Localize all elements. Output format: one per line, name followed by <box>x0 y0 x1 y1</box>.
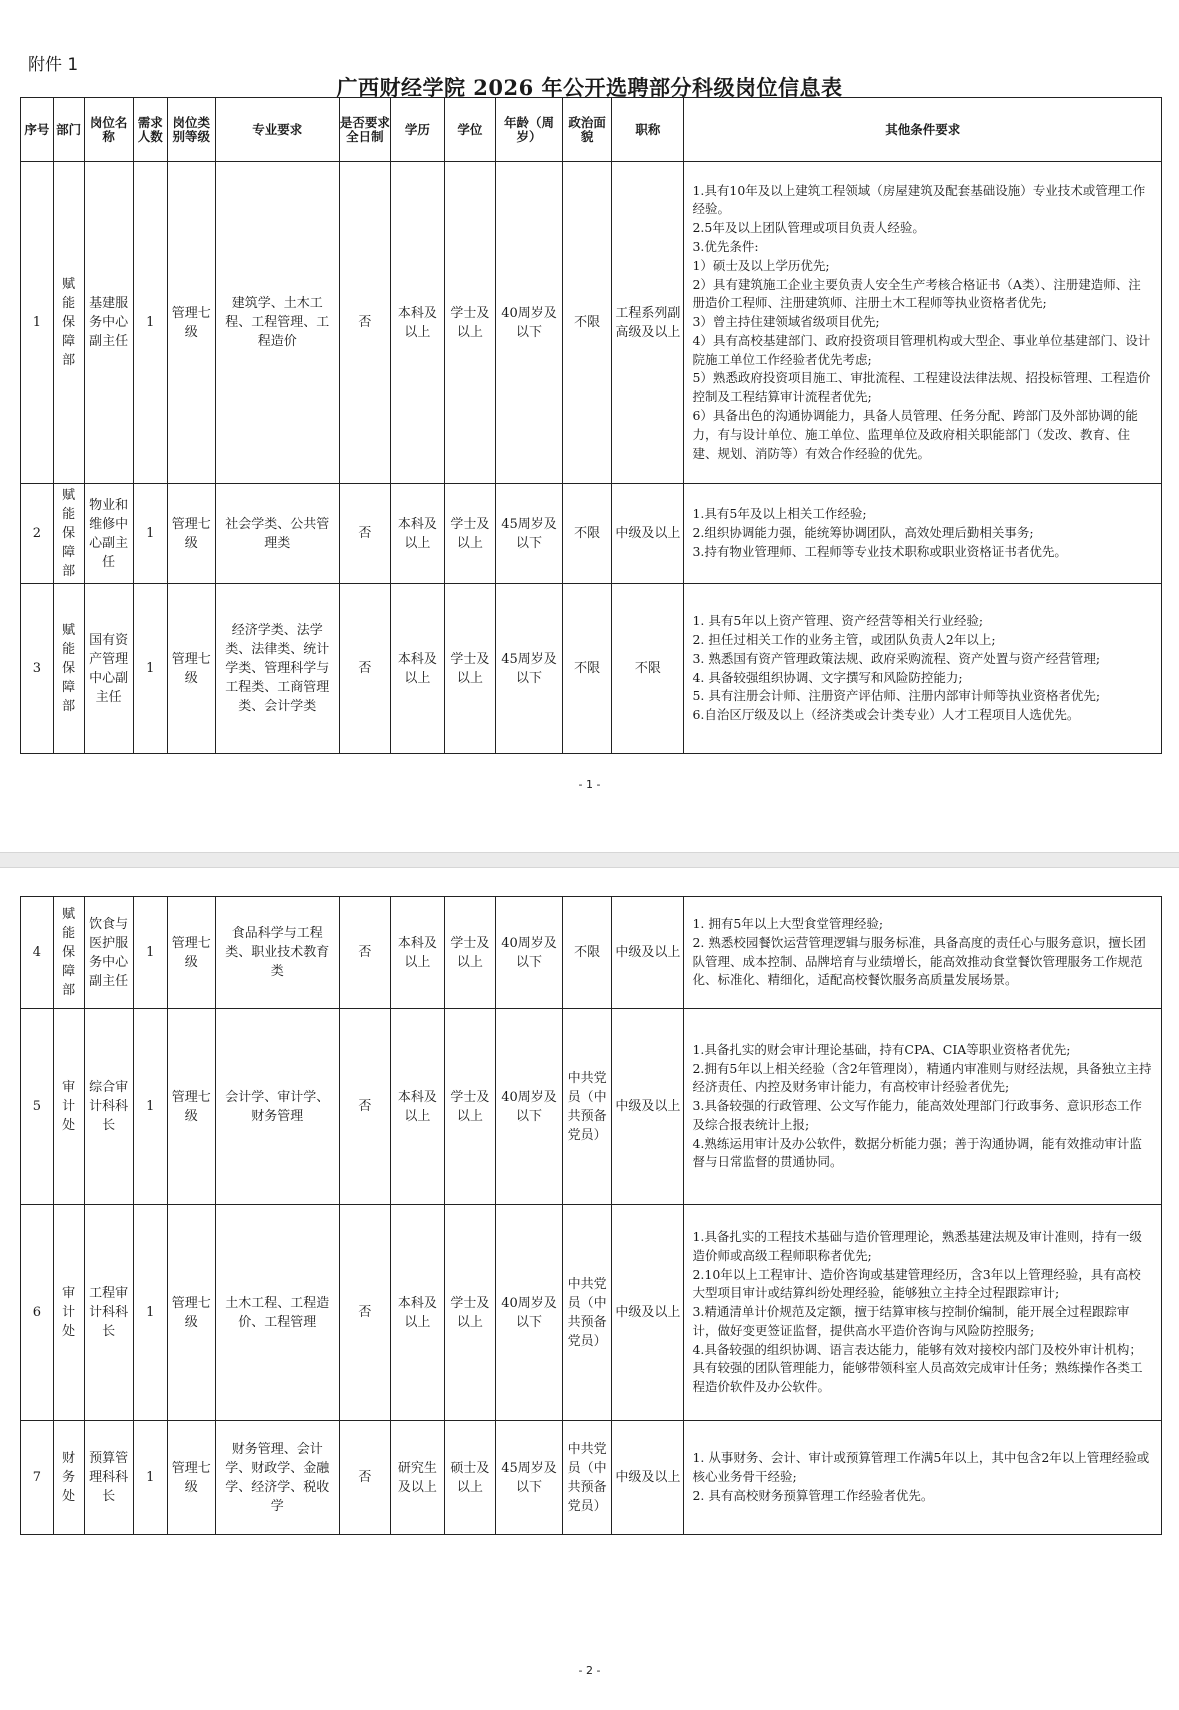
requirement-line: 6）具备出色的沟通协调能力，具备人员管理、任务分配、跨部门及外部协调的能力，有与设计单位、施工单位、监理单位及政府相关职能部门（发改、教育、住建、规划、消防等）有效合作经验的优先。 <box>692 408 1138 461</box>
row-education: 本科及以上 <box>391 897 445 1009</box>
row-dept: 赋能保障部 <box>53 484 84 584</box>
requirement-line: 2. 熟悉校园餐饮运营管理逻辑与服务标准，具备高度的责任心与服务意识，擅长团队管理、成本控制、品牌培育与业绩增长，能高效推动食堂餐饮管理服务工作规范化、标准化、精细化，适配高校餐饮服务高质量发展场景。 <box>692 934 1146 988</box>
row-other-requirements <box>684 1009 1162 1205</box>
table-row <box>21 584 1162 754</box>
row-title: 工程系列副高级及以上 <box>612 162 684 484</box>
row-title: 中级及以上 <box>612 1009 684 1205</box>
row-grade: 管理七级 <box>167 1421 215 1535</box>
row-title: 中级及以上 <box>612 484 684 584</box>
requirement-line: 4.熟练运用审计及办公软件，数据分析能力强；善于沟通协调，能有效推动审计监督与日常监督的贯通协同。 <box>692 1135 1142 1170</box>
requirement-line: 6.自治区厅级及以上（经济类或会计类专业）人才工程项目人选优先。 <box>692 707 1080 723</box>
row-dept: 审计处 <box>53 1205 84 1421</box>
row-title: 不限 <box>612 584 684 754</box>
row-position: 综合审计科科长 <box>84 1009 133 1205</box>
header-title: 职称 <box>612 98 684 162</box>
header-major: 专业要求 <box>215 98 339 162</box>
position-table-page-1 <box>20 97 1162 754</box>
attachment-label: 附件 1 <box>28 55 79 75</box>
row-count: 1 <box>133 484 167 584</box>
page-2 <box>0 868 1179 1710</box>
requirement-line: 1）硕士及以上学历优先; <box>692 257 830 273</box>
row-political: 不限 <box>562 484 611 584</box>
row-fulltime: 否 <box>339 1205 390 1421</box>
requirement-line: 2）具有建筑施工企业主要负责人安全生产考核合格证书（A类）、注册建造师、注册造价工程师、注册建筑师、注册土木工程师等执业资格者优先; <box>692 276 1141 311</box>
row-education: 本科及以上 <box>391 584 445 754</box>
row-grade: 管理七级 <box>167 484 215 584</box>
table-header-row <box>21 98 1162 162</box>
row-fulltime: 否 <box>339 1421 390 1535</box>
row-degree: 学士及以上 <box>444 584 495 754</box>
table-row <box>21 162 1162 484</box>
row-dept: 赋能保障部 <box>53 584 84 754</box>
row-other-requirements <box>684 1205 1162 1421</box>
row-major: 社会学类、公共管理类 <box>215 484 339 584</box>
requirement-line: 2.5年及以上团队管理或项目负责人经验。 <box>692 220 925 236</box>
row-position: 饮食与医护服务中心副主任 <box>84 897 133 1009</box>
header-no: 序号 <box>21 98 54 162</box>
requirement-line: 3. 熟悉国有资产管理政策法规、政府采购流程、资产处置与资产经营管理; <box>692 650 1101 666</box>
row-age: 40周岁及以下 <box>496 1205 563 1421</box>
row-other-requirements <box>684 162 1162 484</box>
requirement-line: 3）曾主持住建领域省级项目优先; <box>692 314 880 330</box>
page-number: - 1 - <box>578 778 601 791</box>
row-dept: 财务处 <box>53 1421 84 1535</box>
table-body-page-2 <box>21 897 1162 1535</box>
document-title: 广西财经学院 2026 年公开选聘部分科级岗位信息表 <box>336 75 843 100</box>
row-position: 基建服务中心副主任 <box>84 162 133 484</box>
table-row <box>21 897 1162 1009</box>
row-count: 1 <box>133 1009 167 1205</box>
row-count: 1 <box>133 897 167 1009</box>
row-degree: 学士及以上 <box>444 162 495 484</box>
row-position: 预算管理科科长 <box>84 1421 133 1535</box>
row-political: 中共党员（中共预备党员） <box>562 1421 611 1535</box>
row-major: 土木工程、工程造价、工程管理 <box>215 1205 339 1421</box>
row-no: 3 <box>21 584 54 754</box>
header-count: 需求人数 <box>133 98 167 162</box>
row-no: 2 <box>21 484 54 584</box>
requirement-line: 5. 具有注册会计师、注册资产评估师、注册内部审计师等执业资格者优先; <box>692 688 1101 704</box>
row-dept: 赋能保障部 <box>53 162 84 484</box>
row-no: 5 <box>21 1009 54 1205</box>
row-degree: 学士及以上 <box>444 484 495 584</box>
header-grade: 岗位类别等级 <box>167 98 215 162</box>
row-dept: 审计处 <box>53 1009 84 1205</box>
row-fulltime: 否 <box>339 484 390 584</box>
requirement-line: 3.精通清单计价规范及定额，擅于结算审核与控制价编制，能开展全过程跟踪审计，做好变更签证监督，提供高水平造价咨询与风险防控服务; <box>692 1304 1130 1338</box>
row-education: 本科及以上 <box>391 484 445 584</box>
row-political: 不限 <box>562 584 611 754</box>
row-age: 45周岁及以下 <box>496 1421 563 1535</box>
row-degree: 学士及以上 <box>444 897 495 1009</box>
row-other-requirements <box>684 484 1162 584</box>
row-count: 1 <box>133 584 167 754</box>
row-no: 6 <box>21 1205 54 1421</box>
row-position: 国有资产管理中心副主任 <box>84 584 133 754</box>
header-dept: 部门 <box>53 98 84 162</box>
requirement-line: 1.具有10年及以上建筑工程领域（房屋建筑及配套基础设施）专业技术或管理工作经验。 <box>692 182 1146 217</box>
row-grade: 管理七级 <box>167 897 215 1009</box>
header-fulltime: 是否要求全日制 <box>339 98 390 162</box>
row-dept: 赋能保障部 <box>53 897 84 1009</box>
row-grade: 管理七级 <box>167 1205 215 1421</box>
row-position: 物业和维修中心副主任 <box>84 484 133 584</box>
header-education: 学历 <box>391 98 445 162</box>
row-political: 中共党员（中共预备党员） <box>562 1205 611 1421</box>
row-count: 1 <box>133 162 167 484</box>
row-political: 不限 <box>562 897 611 1009</box>
row-age: 45周岁及以下 <box>496 484 563 584</box>
row-degree: 学士及以上 <box>444 1009 495 1205</box>
table-body-page-1 <box>21 162 1162 754</box>
row-title: 中级及以上 <box>612 1421 684 1535</box>
header-other: 其他条件要求 <box>684 98 1162 162</box>
requirement-line: 2.拥有5年以上相关经验（含2年管理岗），精通内审准则与财经法规，具备独立主持经济责任、内控及财务审计能力，有高校审计经验者优先; <box>692 1060 1152 1095</box>
row-major: 财务管理、会计学、财政学、金融学、经济学、税收学 <box>215 1421 339 1535</box>
header-political: 政治面貌 <box>562 98 611 162</box>
table-row <box>21 484 1162 584</box>
requirement-line: 1. 具有5年以上资产管理、资产经营等相关行业经验; <box>692 613 984 629</box>
table-row <box>21 1421 1162 1535</box>
row-grade: 管理七级 <box>167 162 215 484</box>
row-major: 经济学类、法学类、法律类、统计学类、管理科学与工程类、工商管理类、会计学类 <box>215 584 339 754</box>
requirement-line: 4.具备较强的组织协调、语言表达能力，能够有效对接校内部门及校外审计机构；具有较强的团队管理能力，能够带领科室人员高效完成审计任务；熟练操作各类工程造价软件及办公软件。 <box>692 1341 1143 1395</box>
page-number: - 2 - <box>578 1664 601 1677</box>
requirement-line: 1.具备扎实的工程技术基础与造价管理理论，熟悉基建法规及审计准则，持有一级造价师或高级工程师职称者优先; <box>692 1228 1142 1263</box>
row-other-requirements <box>684 897 1162 1009</box>
row-fulltime: 否 <box>339 584 390 754</box>
page-separator <box>0 852 1179 868</box>
requirement-line: 1.具有5年及以上相关工作经验; <box>692 506 867 522</box>
row-fulltime: 否 <box>339 1009 390 1205</box>
requirement-line: 3.优先条件: <box>692 238 759 254</box>
row-grade: 管理七级 <box>167 1009 215 1205</box>
requirement-line: 1. 从事财务、会计、审计或预算管理工作满5年以上，其中包含2年以上管理经验或核心业务骨干经验; <box>692 1450 1150 1485</box>
page-1 <box>0 0 1179 852</box>
header-age: 年龄（周岁） <box>496 98 563 162</box>
requirement-line: 3.具备较强的行政管理、公文写作能力，能高效处理部门行政事务、意识形态工作及综合报表统计上报; <box>692 1098 1142 1132</box>
requirement-line: 3.持有物业管理师、工程师等专业技术职称或职业资格证书者优先。 <box>692 543 1067 559</box>
row-major: 会计学、审计学、财务管理 <box>215 1009 339 1205</box>
row-fulltime: 否 <box>339 162 390 484</box>
row-title: 中级及以上 <box>612 1205 684 1421</box>
row-political: 不限 <box>562 162 611 484</box>
row-fulltime: 否 <box>339 897 390 1009</box>
row-count: 1 <box>133 1205 167 1421</box>
row-other-requirements <box>684 584 1162 754</box>
requirement-line: 2. 担任过相关工作的业务主管，或团队负责人2年以上; <box>692 631 996 647</box>
row-education: 本科及以上 <box>391 162 445 484</box>
requirement-line: 2.组织协调能力强，能统筹协调团队，高效处理后勤相关事务; <box>692 525 1034 541</box>
row-degree: 学士及以上 <box>444 1205 495 1421</box>
row-no: 7 <box>21 1421 54 1535</box>
header-degree: 学位 <box>444 98 495 162</box>
row-age: 40周岁及以下 <box>496 162 563 484</box>
table-row <box>21 1009 1162 1205</box>
row-political: 中共党员（中共预备党员） <box>562 1009 611 1205</box>
requirement-line: 2.10年以上工程审计、造价咨询或基建管理经历，含3年以上管理经验，具有高校大型项目审计或结算纠纷处理经验，能够独立主持全过程跟踪审计; <box>692 1266 1141 1301</box>
requirement-line: 2. 具有高校财务预算管理工作经验者优先。 <box>692 1487 934 1503</box>
table-row <box>21 1205 1162 1421</box>
row-major: 建筑学、土木工程、工程管理、工程造价 <box>215 162 339 484</box>
row-no: 4 <box>21 897 54 1009</box>
row-degree: 硕士及以上 <box>444 1421 495 1535</box>
header-position: 岗位名称 <box>84 98 133 162</box>
requirement-line: 1. 拥有5年以上大型食堂管理经验; <box>692 915 884 931</box>
row-grade: 管理七级 <box>167 584 215 754</box>
requirement-line: 4. 具备较强组织协调、文字撰写和风险防控能力; <box>692 669 963 685</box>
row-age: 45周岁及以下 <box>496 584 563 754</box>
row-count: 1 <box>133 1421 167 1535</box>
row-other-requirements <box>684 1421 1162 1535</box>
row-age: 40周岁及以下 <box>496 897 563 1009</box>
row-age: 40周岁及以下 <box>496 1009 563 1205</box>
row-position: 工程审计科科长 <box>84 1205 133 1421</box>
row-education: 研究生及以上 <box>391 1421 445 1535</box>
requirement-line: 1.具备扎实的财会审计理论基础，持有CPA、CIA等职业资格者优先; <box>692 1041 1071 1057</box>
row-major: 食品科学与工程类、职业技术教育类 <box>215 897 339 1009</box>
row-no: 1 <box>21 162 54 484</box>
row-education: 本科及以上 <box>391 1009 445 1205</box>
requirement-line: 4）具有高校基建部门、政府投资项目管理机构或大型企、事业单位基建部门、设计院施工单位工作经验者优先考虑; <box>692 332 1151 367</box>
position-table-page-2 <box>20 896 1162 1535</box>
row-education: 本科及以上 <box>391 1205 445 1421</box>
requirement-line: 5）熟悉政府投资项目施工、审批流程、工程建设法律法规、招投标管理、工程造价控制及工程结算审计流程者优先; <box>692 370 1151 405</box>
row-title: 中级及以上 <box>612 897 684 1009</box>
